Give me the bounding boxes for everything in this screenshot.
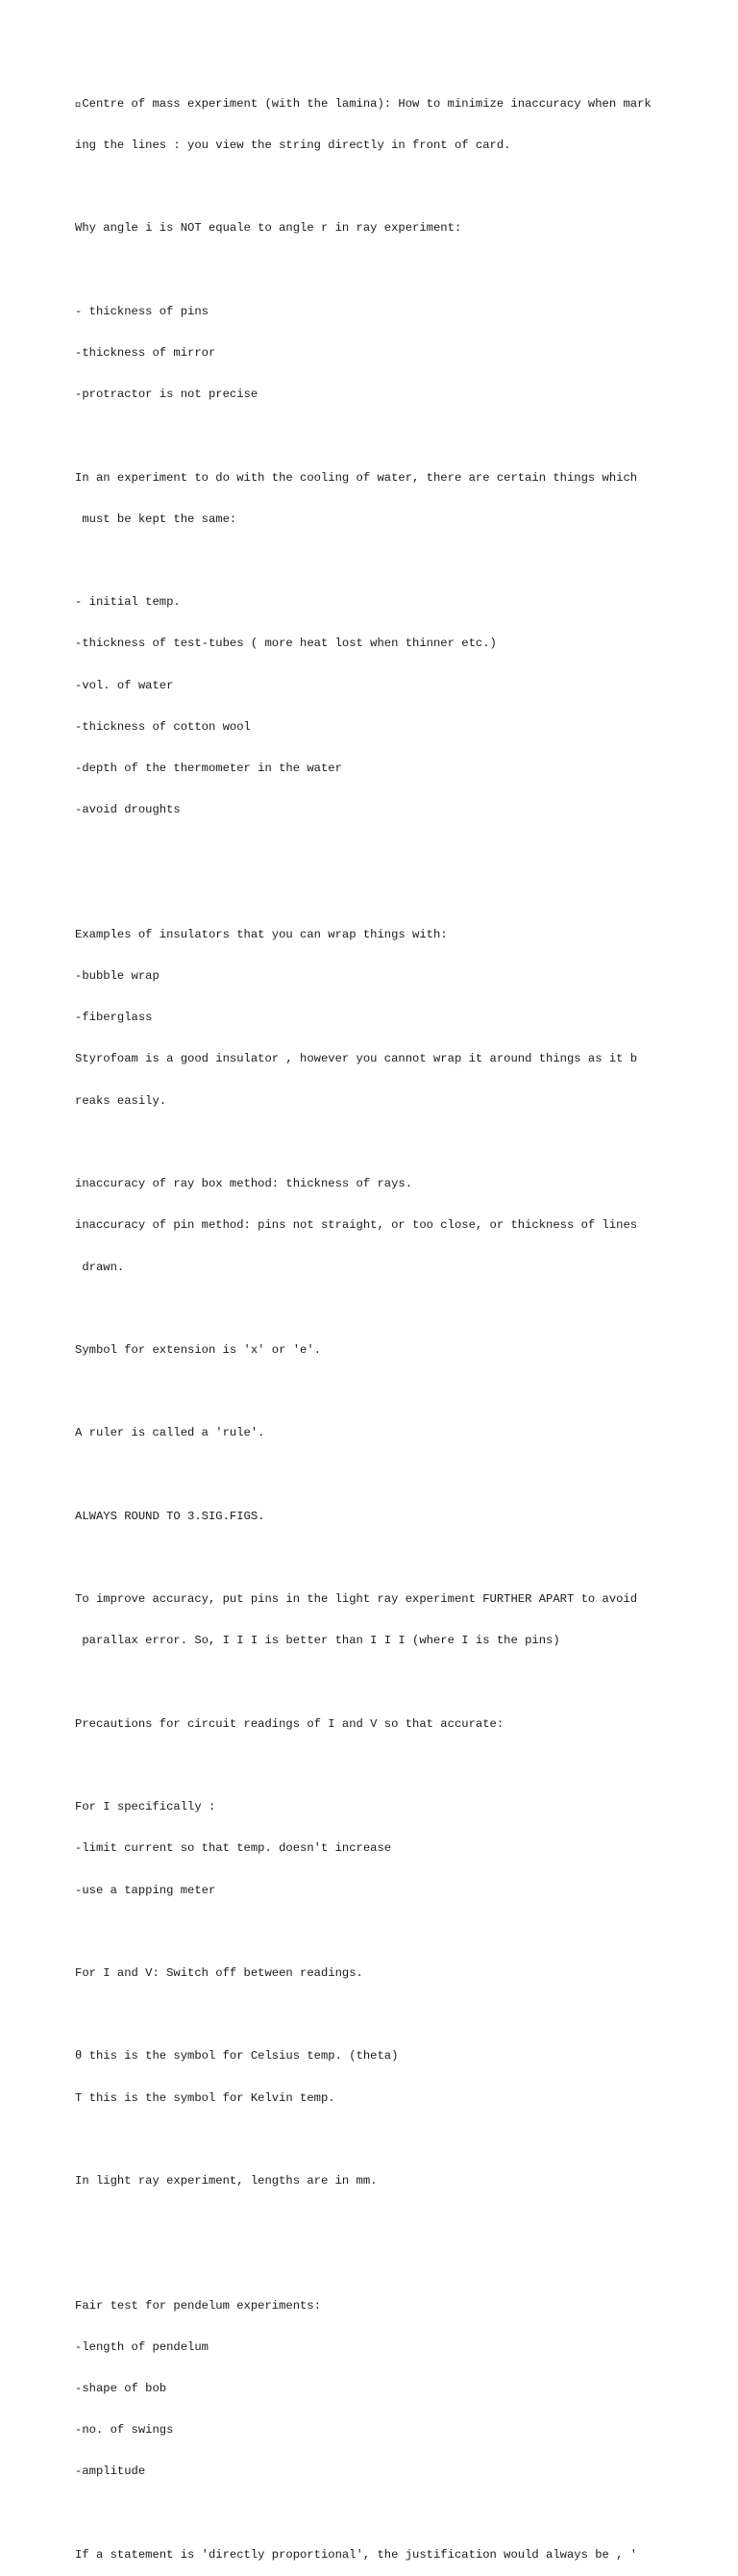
text-line bbox=[75, 1302, 690, 1315]
text-line: Fair test for pendelum experiments: bbox=[75, 2298, 321, 2313]
text-line: Styrofoam is a good insulator , however you cannot wrap it around things as it b bbox=[75, 1052, 638, 1066]
text-line: -use a tapping meter bbox=[75, 1883, 216, 1897]
text-line: -thickness of test-tubes ( more heat lost when thinner etc.) bbox=[75, 637, 497, 651]
text-line: - thickness of pins bbox=[75, 304, 209, 318]
text-line: θ this is the symbol for Celsius temp. (theta) bbox=[75, 2049, 399, 2063]
text-line: reaks easily. bbox=[75, 1093, 167, 1108]
text-line: -limit current so that temp. doesn't increase bbox=[75, 1841, 392, 1856]
text-line: -vol. of water bbox=[75, 678, 174, 692]
text-line: inaccuracy of pin method: pins not straight, or too close, or thickness of lines bbox=[75, 1218, 638, 1233]
text-line: Centre of mass experiment (with the lamina): How to minimize inaccuracy when mark bbox=[75, 96, 652, 111]
text-line bbox=[75, 2257, 690, 2270]
text-line bbox=[75, 1925, 690, 1938]
text-line: -amplitude bbox=[75, 2464, 146, 2479]
text-line bbox=[75, 1551, 690, 1564]
text-line: To improve accuracy, put pins in the light ray experiment FURTHER APART to avoid bbox=[75, 1592, 638, 1607]
text-line: A ruler is called a 'rule'. bbox=[75, 1426, 265, 1440]
text-line: For I specifically : bbox=[75, 1800, 216, 1814]
text-line bbox=[75, 2133, 690, 2146]
document-page bbox=[75, 69, 690, 2576]
text-line: - initial temp. bbox=[75, 595, 181, 610]
text-line: must be kept the same: bbox=[75, 512, 237, 526]
text-line bbox=[75, 1136, 690, 1149]
text-line: -bubble wrap bbox=[75, 969, 160, 984]
text-line bbox=[75, 887, 690, 900]
text-line: ALWAYS ROUND TO 3.SIG.FIGS. bbox=[75, 1509, 265, 1523]
text-line bbox=[75, 1676, 690, 1689]
text-line: If a statement is 'directly proportional', the justification would always be , ' bbox=[75, 2547, 638, 2562]
text-line bbox=[75, 1385, 690, 1398]
text-line: -shape of bob bbox=[75, 2381, 167, 2395]
text-line: T this is the symbol for Kelvin temp. bbox=[75, 2090, 335, 2105]
text-line: drawn. bbox=[75, 1260, 125, 1274]
text-line: Examples of insulators that you can wrap things with: bbox=[75, 927, 448, 941]
text-line bbox=[75, 1468, 690, 1482]
text-line bbox=[75, 263, 690, 277]
text-line bbox=[75, 844, 690, 858]
text-line bbox=[75, 2215, 690, 2229]
text-line: In an experiment to do with the cooling of water, there are certain things which bbox=[75, 470, 638, 485]
text-line bbox=[75, 2008, 690, 2021]
text-line: -thickness of mirror bbox=[75, 346, 216, 361]
text-line bbox=[75, 429, 690, 442]
text-line bbox=[75, 2507, 690, 2520]
text-line: ing the lines : you view the string directly in front of card. bbox=[75, 138, 511, 153]
text-line: -thickness of cotton wool bbox=[75, 719, 251, 734]
text-line: -fiberglass bbox=[75, 1011, 153, 1025]
text-line: -length of pendelum bbox=[75, 2339, 209, 2354]
text-line: In light ray experiment, lengths are in mm. bbox=[75, 2173, 378, 2188]
text-line bbox=[75, 554, 690, 567]
text-line: For I and V: Switch off between readings. bbox=[75, 1965, 363, 1980]
text-line: -protractor is not precise bbox=[75, 388, 258, 402]
text-line: -no. of swings bbox=[75, 2423, 174, 2438]
text-line bbox=[75, 1759, 690, 1772]
text-line: -avoid droughts bbox=[75, 803, 181, 817]
text-line bbox=[75, 180, 690, 193]
text-line: parallax error. So, I I I is better than I I I (where I is the pins) bbox=[75, 1634, 560, 1648]
text-line: Symbol for extension is 'x' or 'e'. bbox=[75, 1342, 321, 1357]
text-line: Precautions for circuit readings of I and V so that accurate: bbox=[75, 1716, 504, 1731]
text-line: inaccuracy of ray box method: thickness of rays. bbox=[75, 1177, 413, 1191]
text-line: Why angle i is NOT equale to angle r in ray experiment: bbox=[75, 221, 462, 236]
text-line: -depth of the thermometer in the water bbox=[75, 762, 342, 776]
